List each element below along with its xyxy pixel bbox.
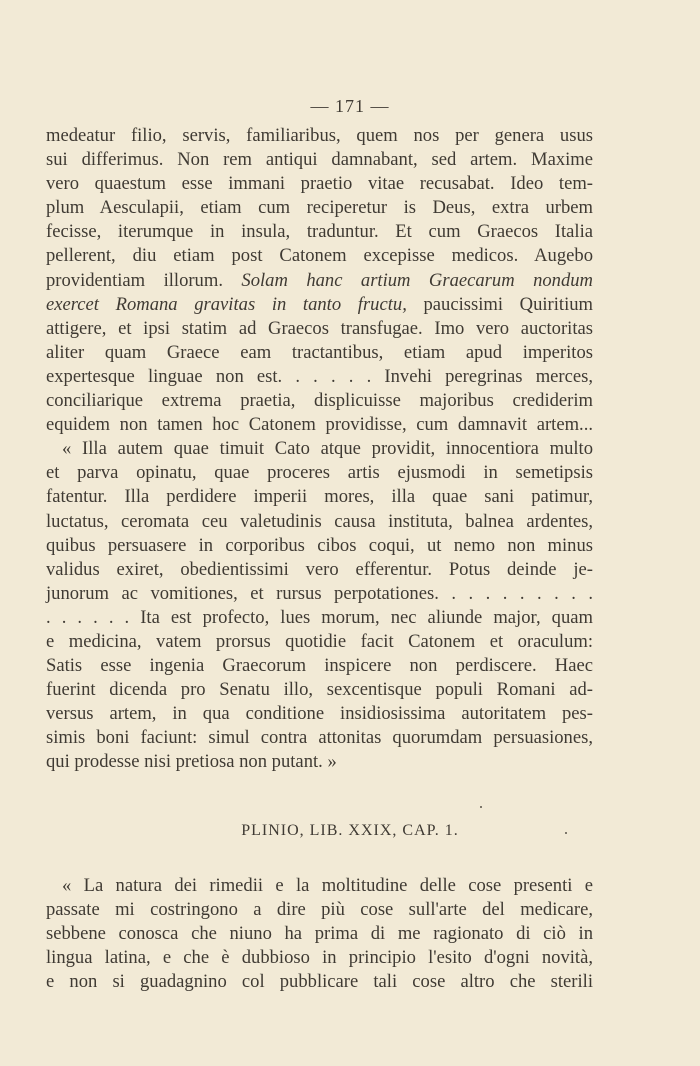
line-text: conciliarique extrema praetia, displicuisse majoribus crediderim: [46, 390, 593, 412]
text-line: [46, 874, 593, 898]
line-text: « La natura dei rimedii e la moltitudine delle cose presenti e: [62, 875, 593, 896]
text-line: [46, 437, 593, 461]
line-text: versus artem, in qua conditione insidiosissima autoritatem pes-: [46, 703, 593, 725]
text-line: [46, 606, 593, 630]
text-line: [46, 269, 593, 293]
text-line: [46, 413, 593, 437]
text-line: [46, 970, 593, 994]
line-text: pellerent, diu etiam post Catonem excepisse medicos. Augebo: [46, 245, 593, 267]
text-line: [46, 124, 593, 148]
text-line: [46, 172, 593, 196]
text-line: [46, 678, 593, 702]
text-line: [46, 582, 593, 606]
line-text: sebbene conosca che niuno ha prima di me ragionato di ciò in: [46, 923, 593, 945]
line-text: « Illa autem quae timuit Cato atque providit, innocentiora multo: [62, 438, 593, 460]
line-text: fuerint dicenda pro Senatu illo, sexcentisque populi Romani ad-: [46, 679, 593, 701]
text-line: [46, 461, 593, 485]
print-speck: [480, 806, 482, 808]
line-text: validus exiret, obedientissimi vero efferentur. Potus deinde je-: [46, 558, 593, 580]
text-line: [46, 244, 593, 268]
line-text: aliter quam Graece eam tractantibus, etiam apud imperitos: [46, 341, 593, 363]
line-text: medeatur filio, servis, familiaribus, quem nos per genera usus: [46, 125, 593, 146]
italian-passage: [46, 874, 593, 994]
text-line: [46, 148, 593, 172]
text-line: [46, 220, 593, 244]
text-line: [46, 946, 593, 970]
italic-quotation: exercet Romana gravitas in tanto fructu,: [46, 293, 407, 315]
line-text: junorum ac vomitiones, et rursus perpotationes. . . . . . . . . .: [46, 582, 593, 604]
text-line: [46, 750, 593, 774]
line-text: luctatus, ceromata ceu valetudinis causa instituta, balnea ardentes,: [46, 510, 593, 532]
page-number: — 171 —: [310, 96, 390, 116]
text-line: [46, 534, 593, 558]
text-line: [46, 485, 593, 509]
line-text: e medicina, vatem prorsus quotidie facit Catonem et oraculum:: [46, 630, 593, 652]
print-speck: [565, 832, 567, 834]
line-text: attigere, et ipsi statim ad Graecos transfugae. Imo vero auctoritas: [46, 317, 593, 339]
text-line: [46, 196, 593, 220]
line-text: fatentur. Illa perdidere imperii mores, illa quae sani patimur,: [46, 486, 593, 508]
line-text: qui prodesse nisi pretiosa non putant. »: [46, 751, 337, 773]
line-text: simis boni faciunt: simul contra attonitas quorumdam persuasiones,: [46, 727, 593, 749]
line-text: providentiam illorum.: [46, 269, 242, 291]
line-text: equidem non tamen hoc Catonem providisse, cum damnavit artem...: [46, 414, 593, 436]
text-line: [46, 510, 593, 534]
text-line: [46, 726, 593, 750]
line-text: lingua latina, e che è dubbioso in principio l'esito d'ogni novità,: [46, 947, 593, 969]
text-line: [46, 293, 593, 317]
line-text: vero quaestum esse immani praetio vitae recusabat. Ideo tem-: [46, 173, 593, 195]
text-line: [46, 558, 593, 582]
line-text: et parva opinatu, quae proceres artis ejusmodi in semetipsis: [46, 462, 593, 484]
line-text: e non si guadagnino col pubblicare tali cose altro che sterili: [46, 971, 593, 993]
italic-quotation: Solam hanc artium Graecarum nondum: [241, 269, 593, 291]
line-text: plum Aesculapii, etiam cum reciperetur is Deus, extra urbem: [46, 197, 593, 219]
text-line: [46, 702, 593, 726]
line-text: expertesque linguae non est. . . . . . Invehi peregrinas merces,: [46, 365, 593, 387]
line-text: . . . . . . Ita est profecto, lues morum, nec aliunde major, quam: [46, 606, 593, 628]
text-line: [46, 654, 593, 678]
section-heading: PLINIO, LIB. XXIX, CAP. 1.: [241, 822, 459, 839]
text-line: [46, 341, 593, 365]
text-line: [46, 365, 593, 389]
line-text: fecisse, iterumque in insula, traduntur. Et cum Graecos Italia: [46, 221, 593, 243]
line-text: quibus persuasere in corporibus cibos coqui, ut nemo non minus: [46, 534, 593, 556]
line-text: passate mi costringono a dire più cose sull'arte del medicare,: [46, 899, 593, 921]
text-line: [46, 389, 593, 413]
line-text: sui differimus. Non rem antiqui damnabant, sed artem. Maxime: [46, 149, 593, 171]
text-line: [46, 898, 593, 922]
line-text: Satis esse ingenia Graecorum inspicere non perdiscere. Haec: [46, 655, 593, 677]
text-line: [46, 630, 593, 654]
text-line: [46, 317, 593, 341]
text-line: [46, 922, 593, 946]
latin-passage: [46, 124, 593, 775]
line-text: paucissimi Quiritium: [406, 293, 593, 315]
